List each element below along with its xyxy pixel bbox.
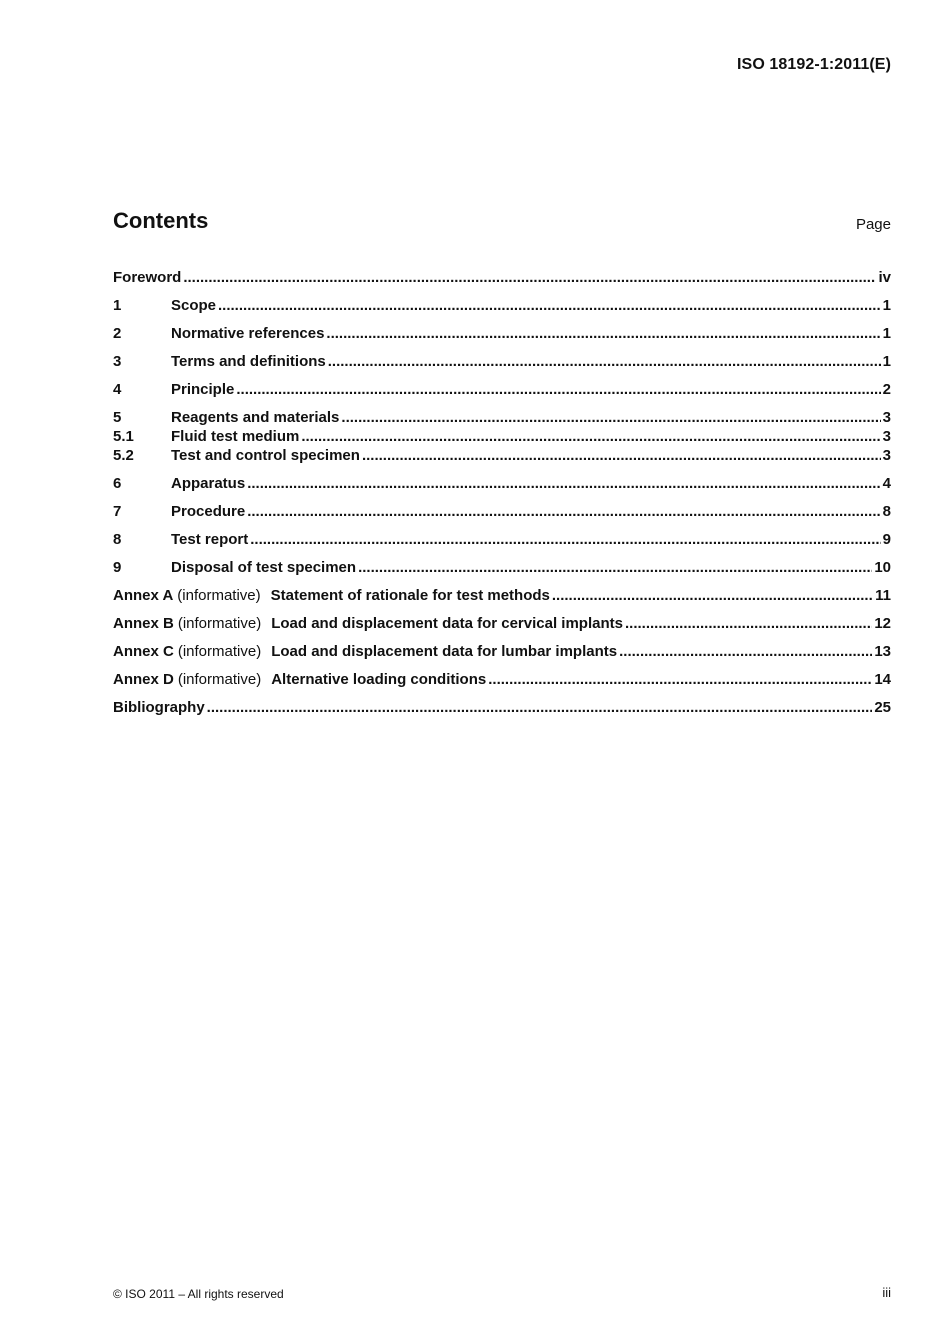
toc-entry-procedure[interactable] — [113, 502, 891, 521]
dot-leader — [236, 380, 880, 399]
toc-entry-number: 6 — [113, 475, 122, 492]
dot-leader — [183, 268, 876, 287]
dot-leader — [247, 474, 880, 493]
page-column-label: Page — [855, 216, 891, 233]
toc-entry-page: 1 — [882, 325, 891, 342]
toc-entry-foreword[interactable] — [113, 268, 891, 287]
toc-entry-annex-c[interactable] — [113, 642, 891, 661]
toc-entry-title: Fluid test medium — [171, 428, 300, 445]
toc-entry-page: 4 — [882, 475, 891, 492]
toc-entry-number: 4 — [113, 381, 122, 398]
toc-entry-title: Apparatus — [171, 475, 246, 492]
toc-entry-page: 2 — [882, 381, 891, 398]
dot-leader — [326, 324, 880, 343]
toc-annex-kind: (informative) — [177, 615, 262, 632]
toc-entry-bibliography[interactable] — [113, 698, 891, 717]
toc-entry-number: 1 — [113, 297, 122, 314]
dot-leader — [341, 408, 880, 427]
dot-leader — [358, 558, 872, 577]
toc-entry-page: 13 — [874, 643, 891, 660]
toc-entry-fluid-test-medium[interactable] — [113, 427, 891, 446]
toc-entry-page: 9 — [882, 531, 891, 548]
toc-entry-title: Terms and definitions — [171, 353, 326, 370]
document-id: ISO 18192-1:2011(E) — [737, 56, 891, 73]
toc-entry-page: 12 — [874, 615, 891, 632]
toc-entry-number: 5 — [113, 409, 122, 426]
dot-leader — [207, 698, 873, 717]
toc-entry-annex-d[interactable] — [113, 670, 891, 689]
toc-entry-principle[interactable] — [113, 380, 891, 399]
toc-annex-label: Annex B — [113, 615, 174, 632]
toc-annex-kind: (informative) — [177, 671, 262, 688]
toc-entry-title: Test and control specimen — [171, 447, 360, 464]
toc-entry-title: Normative references — [171, 325, 325, 342]
dot-leader — [301, 427, 880, 446]
toc-entry-disposal-of-test-specimen[interactable] — [113, 558, 891, 577]
dot-leader — [250, 530, 880, 549]
toc-entry-page: 1 — [882, 353, 891, 370]
toc-entry-title: Load and displacement data for lumbar implants — [271, 643, 618, 660]
toc-entry-number: 5.2 — [113, 447, 134, 464]
toc-entry-test-and-control-specimen[interactable] — [113, 446, 891, 465]
toc-entry-terms-and-definitions[interactable] — [113, 352, 891, 371]
toc-entry-title: Reagents and materials — [171, 409, 340, 426]
toc-entry-number: 5.1 — [113, 428, 134, 445]
toc-entry-number: 2 — [113, 325, 122, 342]
toc-entry-reagents-and-materials[interactable] — [113, 408, 891, 427]
contents-heading: Contents — [113, 208, 209, 233]
toc-entry-normative-references[interactable] — [113, 324, 891, 343]
toc-entry-title: Procedure — [171, 503, 246, 520]
toc-entry-number: 9 — [113, 559, 122, 576]
toc-annex-label: Annex A — [113, 587, 174, 604]
toc-annex-label: Annex C — [113, 643, 174, 660]
toc-entry-title: Alternative loading conditions — [271, 671, 487, 688]
toc-entry-title: Scope — [171, 297, 217, 314]
toc-annex-label: Annex D — [113, 671, 174, 688]
dot-leader — [247, 502, 880, 521]
toc-entry-annex-b[interactable] — [113, 614, 891, 633]
dot-leader — [552, 586, 873, 605]
toc-entry-number: 3 — [113, 353, 122, 370]
dot-leader — [619, 642, 872, 661]
toc-entry-title: Disposal of test specimen — [171, 559, 357, 576]
toc-entry-page: 10 — [874, 559, 891, 576]
dot-leader — [488, 670, 872, 689]
page-number: iii — [882, 1285, 891, 1300]
toc-entry-title: Bibliography — [113, 699, 205, 716]
toc-entry-title: Statement of rationale for test methods — [270, 587, 550, 604]
dot-leader — [362, 446, 881, 465]
toc-annex-kind: (informative) — [177, 587, 261, 604]
toc-entry-title: Principle — [171, 381, 235, 398]
toc-entry-page: 25 — [874, 699, 891, 716]
toc-entry-test-report[interactable] — [113, 530, 891, 549]
toc-entry-page: 3 — [882, 447, 891, 464]
toc-entry-annex-a[interactable] — [113, 586, 891, 605]
toc-entry-number: 8 — [113, 531, 122, 548]
toc-entry-title: Foreword — [113, 269, 182, 286]
toc-annex-kind: (informative) — [177, 643, 262, 660]
toc-entry-page: 8 — [882, 503, 891, 520]
table-of-contents — [113, 268, 891, 717]
dot-leader — [625, 614, 872, 633]
toc-entry-scope[interactable] — [113, 296, 891, 315]
toc-entry-number: 7 — [113, 503, 122, 520]
toc-entry-title: Load and displacement data for cervical implants — [271, 615, 623, 632]
toc-entry-page: 11 — [875, 587, 891, 604]
dot-leader — [328, 352, 881, 371]
toc-entry-page: 3 — [882, 428, 891, 445]
toc-entry-page: iv — [878, 269, 891, 286]
copyright-notice: © ISO 2011 – All rights reserved — [113, 1287, 284, 1301]
dot-leader — [218, 296, 881, 315]
toc-entry-page: 3 — [882, 409, 891, 426]
toc-entry-page: 1 — [882, 297, 891, 314]
toc-entry-page: 14 — [874, 671, 891, 688]
toc-entry-title: Test report — [171, 531, 249, 548]
toc-entry-apparatus[interactable] — [113, 474, 891, 493]
